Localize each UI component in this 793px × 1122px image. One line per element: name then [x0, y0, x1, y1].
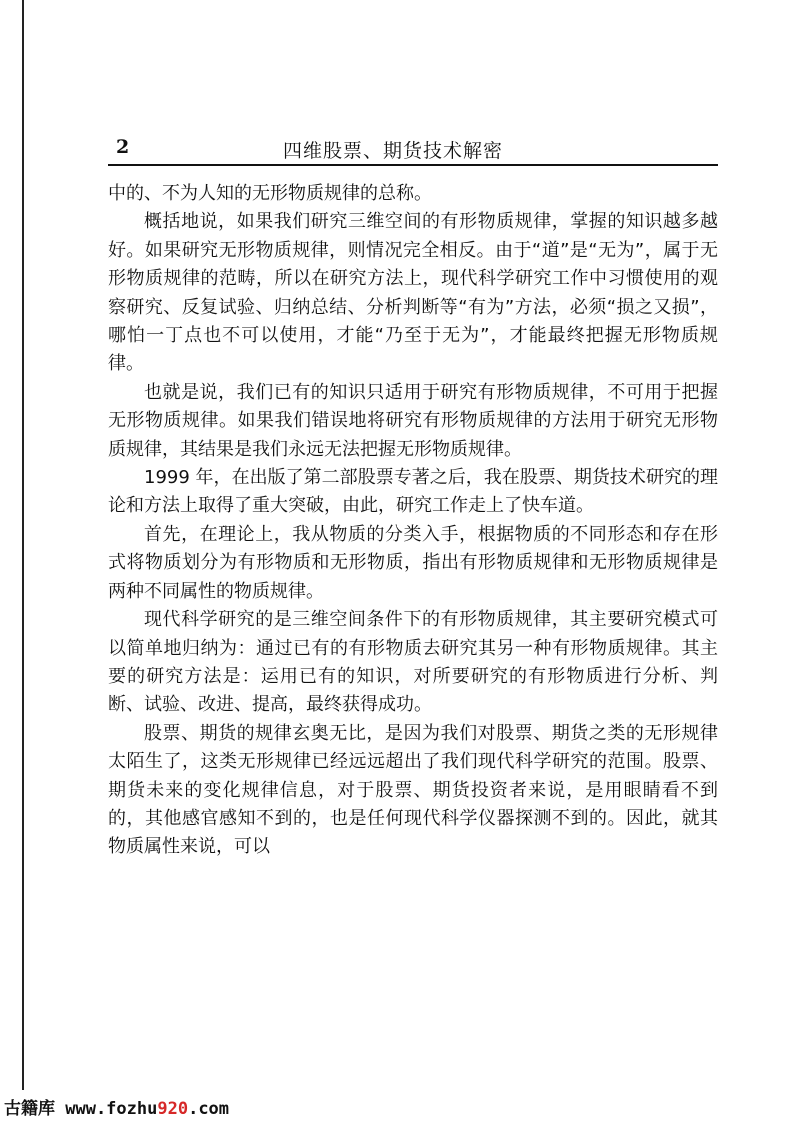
header-rule [108, 164, 718, 166]
page-left-rule [22, 0, 24, 1090]
paragraph: 1999 年，在出版了第二部股票专著之后，我在股票、期货技术研究的理论和方法上取得了重大突破，由此，研究工作走上了快车道。 [108, 467, 718, 517]
paragraph: 现代科学研究的是三维空间条件下的有形物质规律，其主要研究模式可以简单地归纳为：通过已有的有形物质去研究其另一种有形物质规律。其主要的研究方法是：运用已有的知识，对所要研究的有形物质进行分析、判断、试验、改进、提高，最终获得成功。 [108, 609, 718, 716]
watermark-suffix: .com [188, 1099, 230, 1119]
page-number: 2 [116, 136, 130, 158]
watermark [4, 1094, 229, 1119]
paragraph: 也就是说，我们已有的知识只适用于研究有形物质规律，不可用于把握无形物质规律。如果我们错误地将研究有形物质规律的方法用于研究无形物质规律，其结果是我们永远无法把握无形物质规律。 [108, 381, 718, 460]
watermark-prefix: 古籍库 www.fozhu [4, 1099, 158, 1119]
paragraph: 股票、期货的规律玄奥无比，是因为我们对股票、期货之类的无形规律太陌生了，这类无形规律已经远远超出了我们现代科学研究的范围。股票、期货未来的变化规律信息，对于股票、期货投资者来说，是用眼睛看不到的，其他感官感知不到的，也是任何现代科学仪器探测不到的。因此，就其物质属性来说，可以 [108, 722, 718, 858]
page-header [108, 132, 718, 166]
paragraph: 中的、不为人知的无形物质规律的总称。 [108, 183, 432, 204]
body-text [108, 180, 718, 862]
running-title: 四维股票、期货技术解密 [283, 140, 504, 162]
paragraph: 概括地说，如果我们研究三维空间的有形物质规律，掌握的知识越多越好。如果研究无形物质规律，则情况完全相反。由于“道”是“无为”，属于无形物质规律的范畴，所以在研究方法上，现代科学研究工作中习惯使用的观察研究、反复试验、归纳总结、分析判断等“有为”方法，必须“损之又损”，哪怕一丁点也不可以使用，才能“乃至于无为”，才能最终把握无形物质规律。 [108, 211, 718, 375]
watermark-highlight: 920 [157, 1099, 189, 1119]
paragraph: 首先，在理论上，我从物质的分类入手，根据物质的不同形态和存在形式将物质划分为有形物质和无形物质，指出有形物质规律和无形物质规律是两种不同属性的物质规律。 [108, 523, 718, 602]
